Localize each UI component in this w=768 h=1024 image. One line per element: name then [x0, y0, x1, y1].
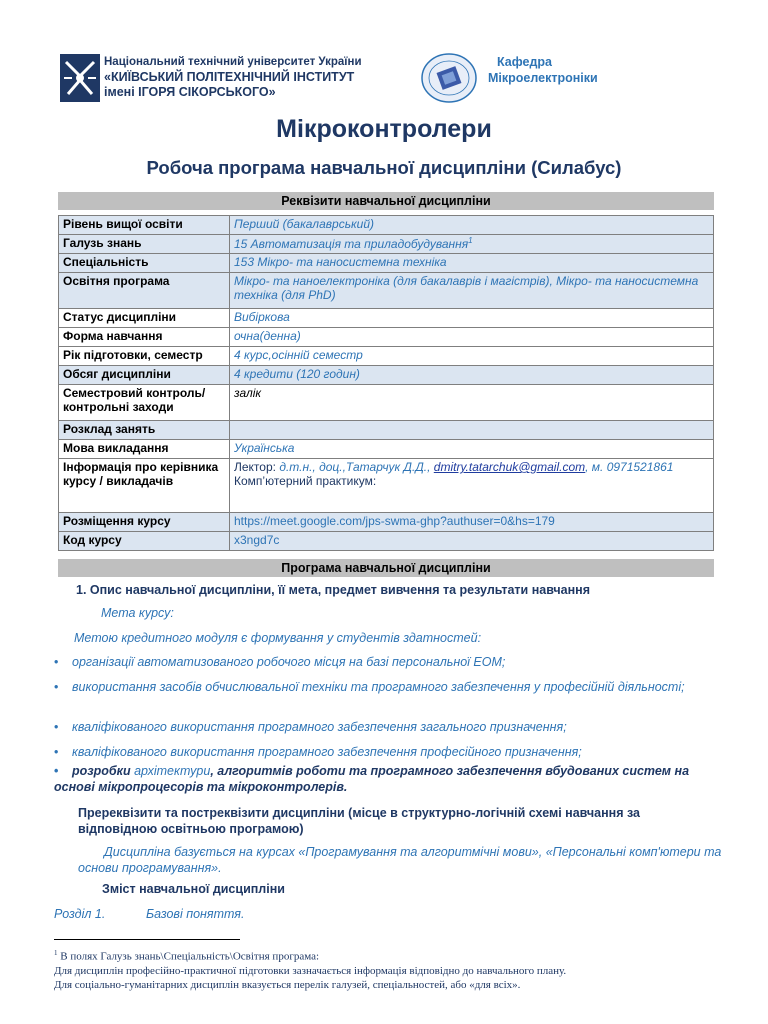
- bullet-icon: •: [54, 655, 59, 669]
- university-name: [104, 55, 362, 100]
- department-name: [488, 54, 598, 86]
- goal-intro: Метою кредитного модуля є формування у студентів здатностей:: [74, 631, 482, 645]
- list-item-text: кваліфікованого використання програмного забезпечення загального призначення;: [72, 720, 567, 734]
- department-logo: [420, 52, 478, 104]
- footnote-line-2: Для дисциплін професійно-практичної підготовки зазначається інформація відповідно до навчального плану.: [54, 964, 567, 977]
- bullet-icon: •: [54, 720, 59, 734]
- list-item: [54, 679, 724, 695]
- lecturer-email-link[interactable]: dmitry.tatarchuk@gmail.com: [433, 460, 586, 474]
- kpi-logo: [60, 54, 100, 102]
- table-row: [59, 216, 714, 235]
- row-value: 4 курс,осінній семестр: [230, 347, 714, 366]
- table-row: [59, 513, 714, 532]
- section-1-title: 1. Опис навчальної дисципліни, її мета, предмет вивчення та результати навчання: [76, 583, 591, 597]
- footnote-separator: [54, 939, 240, 940]
- table-row: [59, 421, 714, 440]
- footnote: [54, 946, 566, 992]
- list-item: [54, 719, 724, 735]
- row-value: 153 Мікро- та наносистемна техніка: [230, 254, 714, 273]
- bullet-icon: •: [54, 745, 59, 759]
- row-value: 4 кредити (120 годин): [230, 366, 714, 385]
- practicum-label: Комп’ютерний практикум:: [234, 474, 377, 488]
- table-row: [59, 347, 714, 366]
- table-row: [59, 235, 714, 254]
- row-value: [230, 235, 714, 254]
- document-title: Мікроконтролери: [276, 115, 492, 143]
- lecturer-prefix: Лектор:: [234, 460, 280, 474]
- row-label: Розміщення курсу: [59, 513, 230, 532]
- footnote-line-1: [54, 946, 566, 964]
- bullet-icon: •: [54, 680, 59, 694]
- bullet-icon: •: [54, 764, 59, 778]
- row-value: Мікро- та наноелектроніка (для бакалаврів і магістрів), Мікро- та наносистемна техніка (для PhD): [230, 273, 714, 309]
- table-row: [59, 328, 714, 347]
- row-value: Перший (бакалаврський): [230, 216, 714, 235]
- university-line-3: імені ІГОРЯ СІКОРСЬКОГО»: [104, 85, 276, 99]
- row-value-text: 15 Автоматизація та приладобудування: [234, 237, 469, 251]
- lecturer-phone: , м. 0971521861: [585, 460, 674, 474]
- row-value: Вибіркова: [230, 309, 714, 328]
- table-row: [59, 366, 714, 385]
- row-label: Спеціальність: [59, 254, 230, 273]
- row-value: очна(денна): [230, 328, 714, 347]
- requisites-heading: Реквізити навчальної дисципліни: [58, 192, 714, 210]
- university-line-1: Національний технічний університет України: [104, 56, 362, 68]
- footnote-line-3: Для соціально-гуманітарних дисциплін вказується перелік галузей, спеціальностей, або «для всіх».: [54, 978, 521, 991]
- row-value: залік: [230, 385, 714, 421]
- lecturer-name: д.т.н., доц.,Татарчук Д.Д.,: [279, 460, 431, 474]
- table-row: [59, 309, 714, 328]
- list-item: [54, 744, 724, 760]
- table-row: [59, 459, 714, 513]
- table-row: [59, 273, 714, 309]
- list-item-text: кваліфікованого використання програмного забезпечення професійного призначення;: [72, 745, 582, 759]
- goal-label: Мета курсу:: [101, 606, 174, 620]
- footnote-ref: 1: [468, 236, 473, 245]
- department-line-2: Мікроелектроніки: [488, 71, 598, 85]
- table-row: [59, 440, 714, 459]
- table-row: [59, 254, 714, 273]
- document-subtitle: Робоча програма навчальної дисципліни (Силабус): [146, 157, 622, 178]
- row-label: Семестровий контроль/ контрольні заходи: [59, 385, 230, 421]
- row-label: Рівень вищої освіти: [59, 216, 230, 235]
- row-label: Галузь знань: [59, 235, 230, 254]
- list-item-text-c: , алгоритмів роботи та програмного забезпечення вбудованих систем на основі мікропроцесорів та мікроконтролерів.: [54, 764, 690, 794]
- row-value: x3ngd7c: [230, 532, 714, 551]
- list-item-text-a: розробки: [72, 764, 135, 778]
- prereq-title: Пререквізити та постреквізити дисципліни (місце в структурно-логічній схемі навчання за відповідною освітньою програмою): [78, 806, 640, 836]
- list-item: [54, 654, 724, 670]
- section-name: Базові поняття.: [146, 907, 245, 921]
- row-label: Обсяг дисципліни: [59, 366, 230, 385]
- row-label: Рік підготовки, семестр: [59, 347, 230, 366]
- list-item-text-b: архітектури: [134, 764, 211, 778]
- row-label: Код курсу: [59, 532, 230, 551]
- row-value: [230, 421, 714, 440]
- footnote-number: 1: [54, 949, 58, 957]
- university-line-2: «КИЇВСЬКИЙ ПОЛІТЕХНІЧНИЙ ІНСТИТУТ: [104, 70, 355, 84]
- content-title: Зміст навчальної дисципліни: [102, 882, 285, 896]
- program-heading: Програма навчальної дисципліни: [58, 559, 714, 577]
- requisites-table: [58, 215, 714, 551]
- row-label: Форма навчання: [59, 328, 230, 347]
- section-label: Розділ 1.: [54, 907, 106, 921]
- list-item: [54, 763, 724, 795]
- row-value: [230, 459, 714, 513]
- row-label: Інформація про керівника курсу / викладачів: [59, 459, 230, 513]
- row-value: Українська: [230, 440, 714, 459]
- list-item-text: організації автоматизованого робочого місця на базі персональної ЕОМ;: [72, 655, 506, 669]
- row-label: Мова викладання: [59, 440, 230, 459]
- row-label: Освітня програма: [59, 273, 230, 309]
- course-url-link[interactable]: https://meet.google.com/jps-swma-ghp?authuser=0&hs=179: [230, 513, 714, 532]
- prereq-text: Дисципліна базується на курсах «Програмування та алгоритмічні мови», «Персональні комп'ютери та основи програмування».: [78, 845, 722, 875]
- table-row: [59, 532, 714, 551]
- department-line-1: Кафедра: [497, 55, 552, 69]
- row-label: Розклад занять: [59, 421, 230, 440]
- table-row: [59, 385, 714, 421]
- footnote-line-1-text: В полях Галузь знань\Спеціальність\Освітня програма:: [57, 950, 320, 963]
- row-label: Статус дисципліни: [59, 309, 230, 328]
- list-item-text: використання засобів обчислювальної техніки та програмного забезпечення у професійній діяльності;: [72, 680, 685, 694]
